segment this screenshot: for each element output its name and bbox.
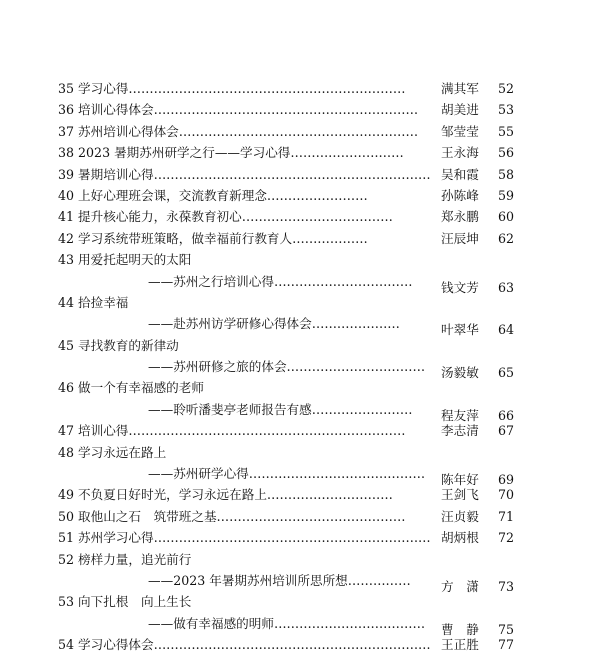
- toc-entry: [0, 99, 600, 120]
- toc-entry: [0, 570, 600, 594]
- toc-entry: [0, 591, 600, 612]
- toc-entry-author: 钱文芳: [441, 279, 479, 295]
- toc-entry-author: 汪辰坤: [441, 230, 479, 246]
- toc-entry-page-number: 63: [497, 279, 514, 295]
- toc-entry-title: 49 不负夏日好时光，学习永远在路上…………………………: [58, 487, 393, 503]
- toc-entry: [0, 271, 600, 295]
- toc-entry: [0, 292, 600, 313]
- toc-entry-subtitle: ——苏州研学心得……………………………………: [148, 466, 426, 482]
- toc-entry: [0, 527, 600, 548]
- toc-entry: [0, 121, 600, 142]
- toc-entry-title: 54 学习心得体会…………………………………………………………: [58, 637, 431, 653]
- toc-entry-author: 汤毅敏: [441, 365, 479, 381]
- toc-entry-title: 48 学习永远在路上: [58, 444, 167, 460]
- toc-entry: [0, 185, 600, 206]
- toc-entry-title: 35 学习心得…………………………………………………………: [58, 81, 406, 96]
- toc-entry-author: 王正胜: [441, 637, 479, 653]
- toc-entry: [0, 549, 600, 570]
- toc-entry-title: 36 培训心得体会………………………………………………………: [58, 102, 419, 118]
- toc-entry-page-number: 66: [497, 407, 514, 423]
- toc-entry-author: 王永海: [441, 145, 479, 161]
- toc-entry-title: 39 暑期培训心得…………………………………………………………: [58, 166, 431, 182]
- toc-entry-author: 曹 静: [441, 621, 479, 637]
- toc-entry-author: 程友萍: [441, 407, 479, 423]
- toc-entry-title: 45 寻找教育的新律动: [58, 337, 179, 353]
- toc-entry-title: 42 学习系统带班策略，做幸福前行教育人………………: [58, 230, 368, 246]
- toc-entry-author: 吴和霞: [441, 166, 479, 182]
- toc-entry: [0, 206, 600, 227]
- toc-entry-page-number: 65: [497, 365, 514, 381]
- toc-entry-title: 37 苏州培训心得体会…………………………………………………: [58, 123, 419, 139]
- toc-entry-title: 44 拾捡幸福: [58, 294, 129, 310]
- toc-entry-author: 胡美进: [441, 102, 479, 118]
- toc-entry: [0, 356, 600, 381]
- toc-entry-page-number: 59: [497, 187, 514, 203]
- toc-entry-page-number: 58: [497, 166, 514, 182]
- toc-entry-page-number: 55: [497, 123, 514, 139]
- toc-entry-subtitle: ——苏州研修之旅的体会……………………………: [148, 359, 426, 375]
- toc-entry: [0, 442, 600, 463]
- toc-entry-title: 53 向下扎根 向上生长: [58, 594, 192, 610]
- toc-entry: [0, 142, 600, 163]
- toc-entry-title: 41 提升核心能力，永葆教育初心………………………………: [58, 209, 393, 225]
- toc-entry-title: 40 上好心理班会课，交流教育新理念……………………: [58, 187, 368, 203]
- toc-entry: [0, 228, 600, 249]
- toc-entry: [0, 420, 600, 441]
- toc-entry-page-number: 71: [497, 508, 514, 524]
- toc-entry-page-number: 69: [497, 472, 514, 488]
- toc-entry-author: 王剑飞: [441, 487, 479, 503]
- toc-entry-author: 方 潇: [441, 578, 479, 594]
- toc-entry: [0, 78, 600, 99]
- toc-entry-page-number: 56: [497, 145, 514, 161]
- toc-entry: [0, 399, 600, 423]
- toc-entry-page-number: 62: [497, 230, 514, 246]
- toc-entry-title: 43 用爱托起明天的太阳: [58, 252, 192, 268]
- toc-entry-page-number: 67: [497, 423, 514, 439]
- toc-entry-page-number: 72: [497, 530, 514, 546]
- toc-entry: [0, 634, 600, 655]
- toc-entry-title: 47 培训心得…………………………………………………………: [58, 423, 406, 439]
- toc-entry-page-number: 60: [497, 209, 514, 225]
- toc-entry-page-number: 73: [497, 578, 514, 594]
- toc-entry: [0, 377, 600, 398]
- toc-entry-page-number: 52: [497, 81, 514, 96]
- toc-entry-author: 李志清: [441, 423, 479, 439]
- toc-entry-subtitle: ——做有幸福感的明师………………………………: [148, 615, 426, 631]
- toc-entry-page-number: 53: [497, 102, 514, 118]
- table-of-contents: [0, 78, 600, 656]
- toc-entry-title: 46 做一个有幸福感的老师: [58, 380, 204, 396]
- toc-entry: [0, 506, 600, 527]
- toc-entry-author: 孙陈峰: [441, 187, 479, 203]
- toc-entry-title: 52 榜样力量，追光前行: [58, 551, 192, 567]
- toc-entry: [0, 313, 600, 338]
- toc-entry-subtitle: ——2023 年暑期苏州培训所思所想……………: [148, 572, 411, 588]
- toc-entry-title: 50 取他山之石 筑带班之基………………………………………: [58, 508, 406, 524]
- toc-entry-page-number: 64: [497, 322, 514, 338]
- toc-entry-author: 陈年好: [441, 472, 479, 488]
- toc-entry: [0, 164, 600, 185]
- toc-entry-author: 汪贞毅: [441, 508, 479, 524]
- toc-entry-page-number: 77: [497, 637, 514, 653]
- toc-entry-title: 51 苏州学习心得…………………………………………………………: [58, 530, 431, 546]
- toc-entry-page-number: 70: [497, 487, 514, 503]
- toc-entry: [0, 249, 600, 270]
- toc-entry-subtitle: ——聆听潘斐亭老师报告有感……………………: [148, 401, 413, 417]
- toc-entry: [0, 613, 600, 637]
- toc-entry-subtitle: ——苏州之行培训心得……………………………: [148, 273, 413, 289]
- toc-entry-subtitle: ——赴苏州访学研修心得体会…………………: [148, 316, 400, 332]
- toc-entry-author: 满其军: [441, 81, 479, 96]
- toc-entry-page-number: 75: [497, 621, 514, 637]
- toc-entry: [0, 335, 600, 356]
- toc-entry-title: 38 2023 暑期苏州研学之行——学习心得………………………: [58, 145, 404, 161]
- toc-entry-author: 邹莹莹: [441, 123, 479, 139]
- toc-entry-author: 胡炳根: [441, 530, 479, 546]
- toc-entry: [0, 463, 600, 488]
- toc-entry: [0, 484, 600, 505]
- toc-entry-author: 郑永鹏: [441, 209, 479, 225]
- toc-entry-author: 叶翠华: [441, 322, 479, 338]
